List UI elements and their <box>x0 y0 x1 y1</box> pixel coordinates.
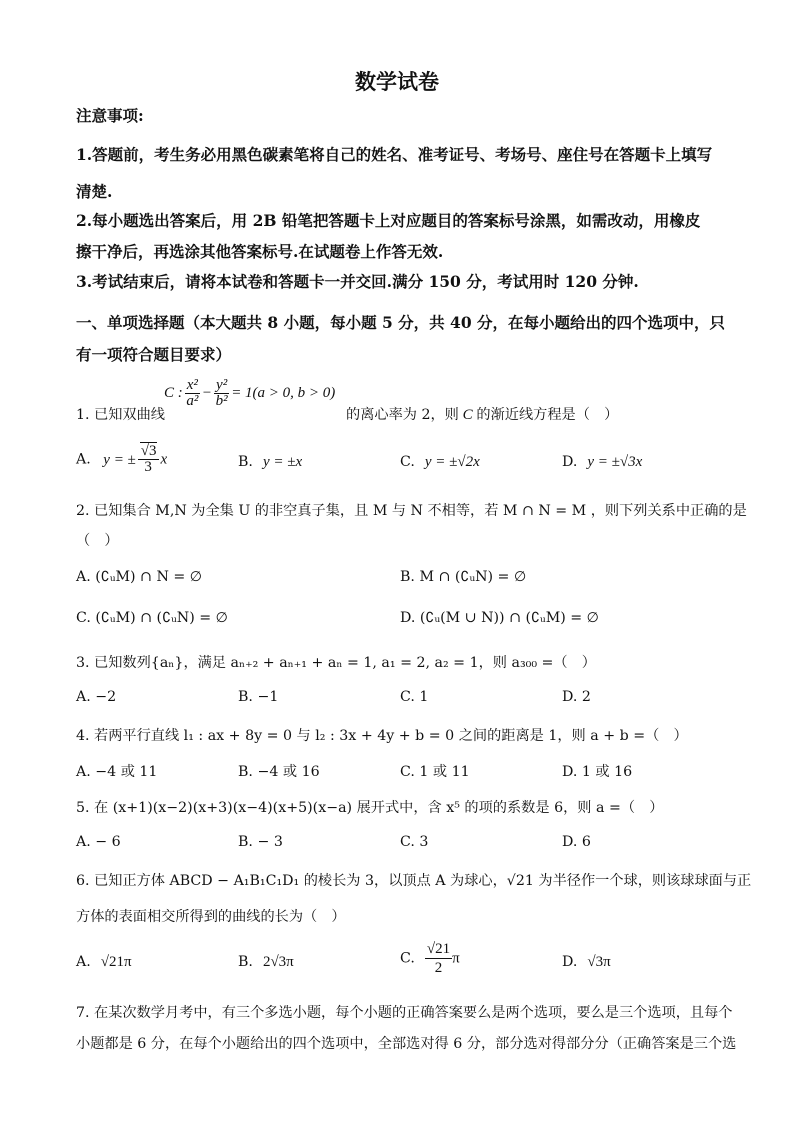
q2-option-c: C. (∁ᵤM) ∩ (∁ᵤN) = ∅ <box>76 610 228 626</box>
section-heading: 一、单项选择题（本大题共 8 小题，每小题 5 分，共 40 分，在每小题给出的四个选项中，只 <box>76 313 726 332</box>
q4-option-b: B. −4 或 16 <box>238 764 320 780</box>
notice-item-2: 2.每小题选出答案后，用 2B 铅笔把答题卡上对应题目的答案标号涂黑，如需改动，用橡皮 <box>76 211 701 230</box>
q2-stem: 2. 已知集合 M,N 为全集 U 的非空真子集，且 M 与 N 不相等，若 M ∩ N = M ，则下列关系中正确的是 <box>76 503 747 519</box>
q5-stem: 5. 在 (x+1)(x−2)(x+3)(x−4)(x+5)(x−a) 展开式中，含 x⁵ 的项的系数是 6，则 a =（ ） <box>76 800 664 816</box>
q2-option-a: A. (∁ᵤM) ∩ N = ∅ <box>76 569 203 585</box>
q6-option-b: B. 2√3π <box>238 954 294 970</box>
notice-item-3: 3.考试结束后，请将本试卷和答题卡一并交回.满分 150 分，考试用时 120 分钟. <box>76 272 639 291</box>
q1-option-c: C. y = ±√2x <box>400 454 480 470</box>
section-heading-cont: 有一项符合题目要求） <box>76 345 232 364</box>
q4-option-c: C. 1 或 11 <box>400 764 470 780</box>
q1-option-d: D. y = ±√3x <box>562 454 643 470</box>
q7-stem: 7. 在某次数学月考中，有三个多选小题，每个小题的正确答案要么是两个选项，要么是三个选项，且每个 <box>76 1005 733 1021</box>
q3-option-d: D. 2 <box>562 689 591 705</box>
q2-option-b: B. M ∩ (∁ᵤN) = ∅ <box>400 569 527 585</box>
q4-option-d: D. 1 或 16 <box>562 764 633 780</box>
notice-item-2-cont: 擦干净后，再选涂其他答案标号.在试题卷上作答无效. <box>76 242 444 261</box>
q2-option-d: D. (∁ᵤ(M ∪ N)) ∩ (∁ᵤM) = ∅ <box>400 610 600 626</box>
q6-option-a: A. √21π <box>76 954 132 970</box>
q6-stem: 6. 已知正方体 ABCD − A₁B₁C₁D₁ 的棱长为 3，以顶点 A 为球心，√21 为半径作一个球，则该球球面与正 <box>76 873 752 889</box>
q7-stem-cont: 小题都是 6 分，在每个小题给出的四个选项中，全部选对得 6 分，部分选对得部分分（正确答案是三个选 <box>76 1036 737 1052</box>
q5-option-d: D. 6 <box>562 834 591 850</box>
notice-heading: 注意事项: <box>76 106 144 125</box>
q1-option-a: A. y = ± $\frac{√3}{3}$ x <box>76 443 168 475</box>
q6-stem-cont: 方体的表面相交所得到的曲线的长为（ ） <box>76 909 346 925</box>
q1-stem-tail: 的离心率为 2，则 C 的渐近线方程是（ ） <box>346 407 619 423</box>
q6-option-c: C. $\frac{√21}{2}$ π <box>400 941 460 976</box>
q1-option-b: B. y = ±x <box>238 454 303 470</box>
q1-stem-lead: 1. 已知双曲线 <box>76 407 165 423</box>
q5-option-c: C. 3 <box>400 834 429 850</box>
q4-stem: 4. 若两平行直线 l₁ : ax + 8y = 0 与 l₂ : 3x + 4y + b = 0 之间的距离是 1，则 a + b =（ ） <box>76 728 688 744</box>
q1-hyperbola-formula: C : $\frac{\text{x²}}{\text{a²}}$ − $\frac{\text{y²}}{\text{b²}}$ = 1(a > 0, b > 0) <box>164 377 336 409</box>
notice-item-1: 1.答题前，考生务必用黑色碳素笔将自己的姓名、准考证号、考场号、座住号在答题卡上填写 <box>76 145 713 164</box>
q5-option-b: B. − 3 <box>238 834 283 850</box>
q5-option-a: A. − 6 <box>76 834 121 850</box>
q2-stem-cont: （ ） <box>76 533 119 549</box>
q3-option-c: C. 1 <box>400 689 429 705</box>
page-title: 数学试卷 <box>355 69 439 94</box>
q6-option-d: D. √3π <box>562 954 611 970</box>
q3-option-b: B. −1 <box>238 689 279 705</box>
q4-option-a: A. −4 或 11 <box>76 764 158 780</box>
q3-stem: 3. 已知数列{aₙ}，满足 aₙ₊₂ + aₙ₊₁ + aₙ = 1, a₁ = 2, a₂ = 1，则 a₃₀₀ =（ ） <box>76 655 596 671</box>
q3-option-a: A. −2 <box>76 689 117 705</box>
notice-item-1-cont: 清楚. <box>76 182 113 201</box>
